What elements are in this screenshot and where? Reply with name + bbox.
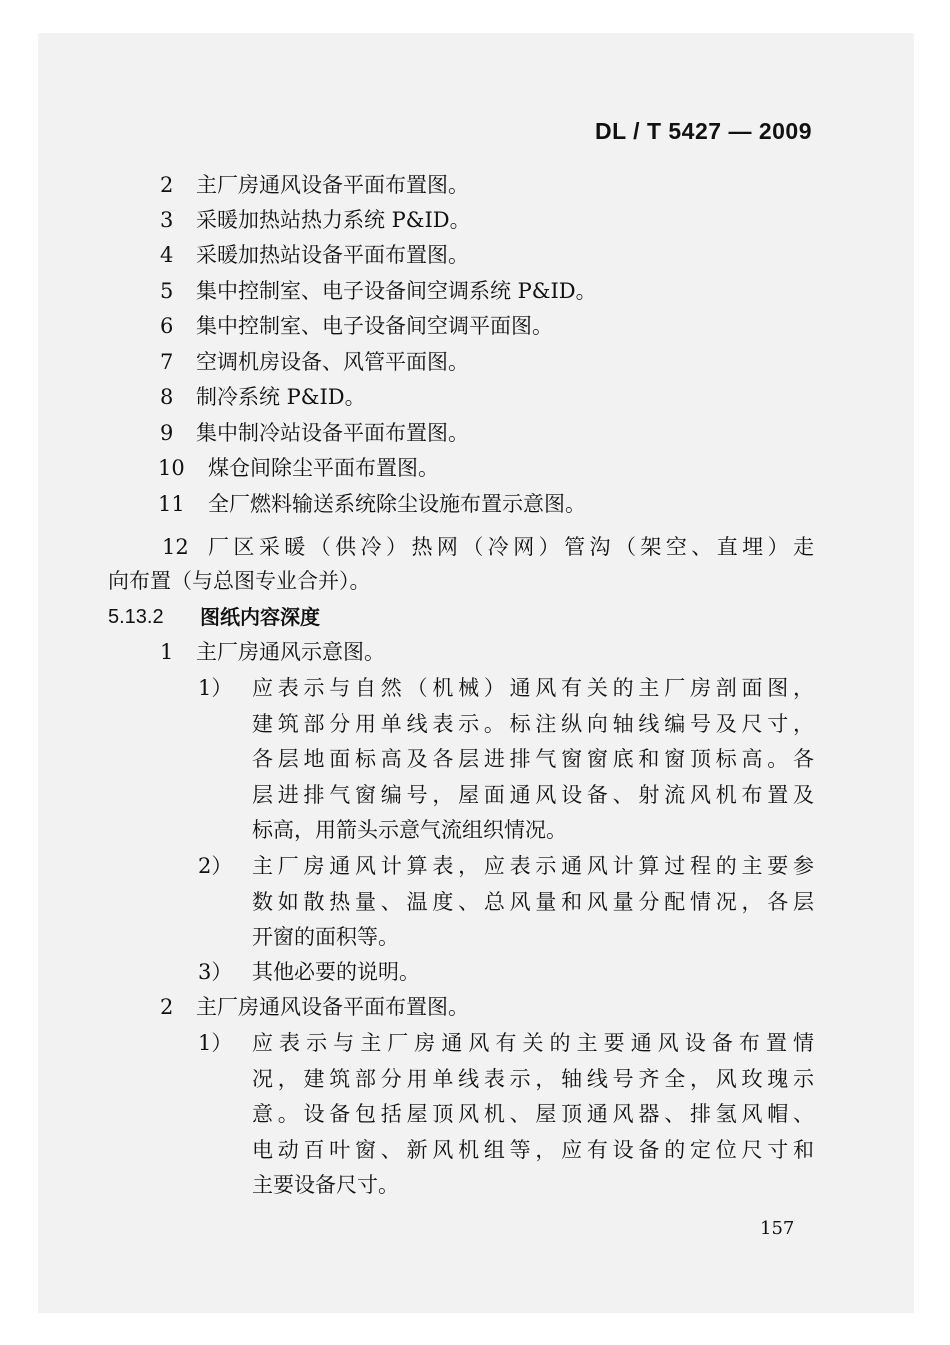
paragraph-line: 主厂房通风计算表，应表示通风计算过程的主要参 bbox=[252, 854, 814, 878]
section-number: 5.13.2 bbox=[108, 606, 164, 628]
list-item-number: 7 bbox=[160, 350, 174, 374]
list-item-text: 制冷系统 P&ID。 bbox=[196, 385, 366, 409]
standard-code: DL / T 5427 — 2009 bbox=[595, 118, 812, 144]
list-item-number: 5 bbox=[160, 279, 174, 303]
subsection-number: 1 bbox=[160, 640, 174, 664]
page-number: 157 bbox=[760, 1218, 795, 1239]
list-item-text: 主厂房通风设备平面布置图。 bbox=[196, 173, 469, 197]
list-item-text-continued: 向布置（与总图专业合并）。 bbox=[108, 569, 371, 593]
paragraph-line: 电动百叶窗、新风机组等，应有设备的定位尺寸和 bbox=[252, 1137, 814, 1162]
list-item-text: 空调机房设备、风管平面图。 bbox=[196, 350, 469, 374]
list-item-text: 集中控制室、电子设备间空调平面图。 bbox=[196, 314, 553, 338]
paragraph-line: 开窗的面积等。 bbox=[252, 925, 399, 949]
paragraph-line: 况，建筑部分用单线表示，轴线号齐全，风玫瑰示 bbox=[252, 1066, 814, 1091]
paragraph-line: 主要设备尺寸。 bbox=[252, 1173, 399, 1197]
subsection-title: 主厂房通风示意图。 bbox=[196, 640, 385, 664]
list-item-text: 全厂燃料输送系统除尘设施布置示意图。 bbox=[208, 492, 586, 516]
list-item-number: 6 bbox=[160, 314, 174, 338]
paragraph-line: 意。设备包括屋顶风机、屋顶通风器、排氢风帽、 bbox=[252, 1102, 814, 1126]
list-item-text: 集中控制室、电子设备间空调系统 P&ID。 bbox=[196, 279, 597, 303]
subsection-number: 2 bbox=[160, 995, 174, 1019]
paragraph-number: 1） bbox=[198, 676, 233, 700]
paragraph-number: 3） bbox=[198, 960, 233, 984]
paragraph-line: 标高，用箭头示意气流组织情况。 bbox=[252, 818, 567, 842]
paragraph-line: 应表示与主厂房通风有关的主要通风设备布置情 bbox=[252, 1031, 814, 1055]
list-item-text: 采暖加热站设备平面布置图。 bbox=[196, 243, 469, 267]
list-item-number: 12 bbox=[162, 535, 189, 559]
list-item-number: 8 bbox=[160, 385, 174, 409]
list-item-text: 集中制冷站设备平面布置图。 bbox=[196, 421, 469, 445]
paragraph-line: 应表示与自然（机械）通风有关的主厂房剖面图， bbox=[252, 676, 814, 700]
paragraph-line: 各层地面标高及各层进排气窗窗底和窗顶标高。各 bbox=[252, 747, 814, 771]
list-item-number: 11 bbox=[158, 492, 185, 516]
list-item-number: 4 bbox=[160, 243, 174, 267]
paragraph-line: 建筑部分用单线表示。标注纵向轴线编号及尺寸， bbox=[252, 711, 814, 736]
list-item-text: 煤仓间除尘平面布置图。 bbox=[208, 456, 439, 480]
list-item-number: 2 bbox=[160, 173, 174, 197]
list-item-number: 10 bbox=[158, 456, 185, 480]
paragraph-line: 层进排气窗编号，屋面通风设备、射流风机布置及 bbox=[252, 782, 814, 807]
list-item-text: 厂区采暖（供冷）热网（冷网）管沟（架空、直埋）走 bbox=[208, 535, 814, 559]
paragraph-line: 数如散热量、温度、总风量和风量分配情况，各层 bbox=[252, 889, 814, 914]
section-title: 图纸内容深度 bbox=[200, 605, 320, 629]
paragraph-number: 2） bbox=[198, 854, 233, 878]
list-item-number: 9 bbox=[160, 421, 174, 445]
paragraph-text: 其他必要的说明。 bbox=[252, 960, 420, 984]
list-item-text: 采暖加热站热力系统 P&ID。 bbox=[196, 208, 471, 232]
subsection-title: 主厂房通风设备平面布置图。 bbox=[196, 995, 469, 1019]
paragraph-number: 1） bbox=[198, 1031, 233, 1055]
list-item-number: 3 bbox=[160, 208, 174, 232]
